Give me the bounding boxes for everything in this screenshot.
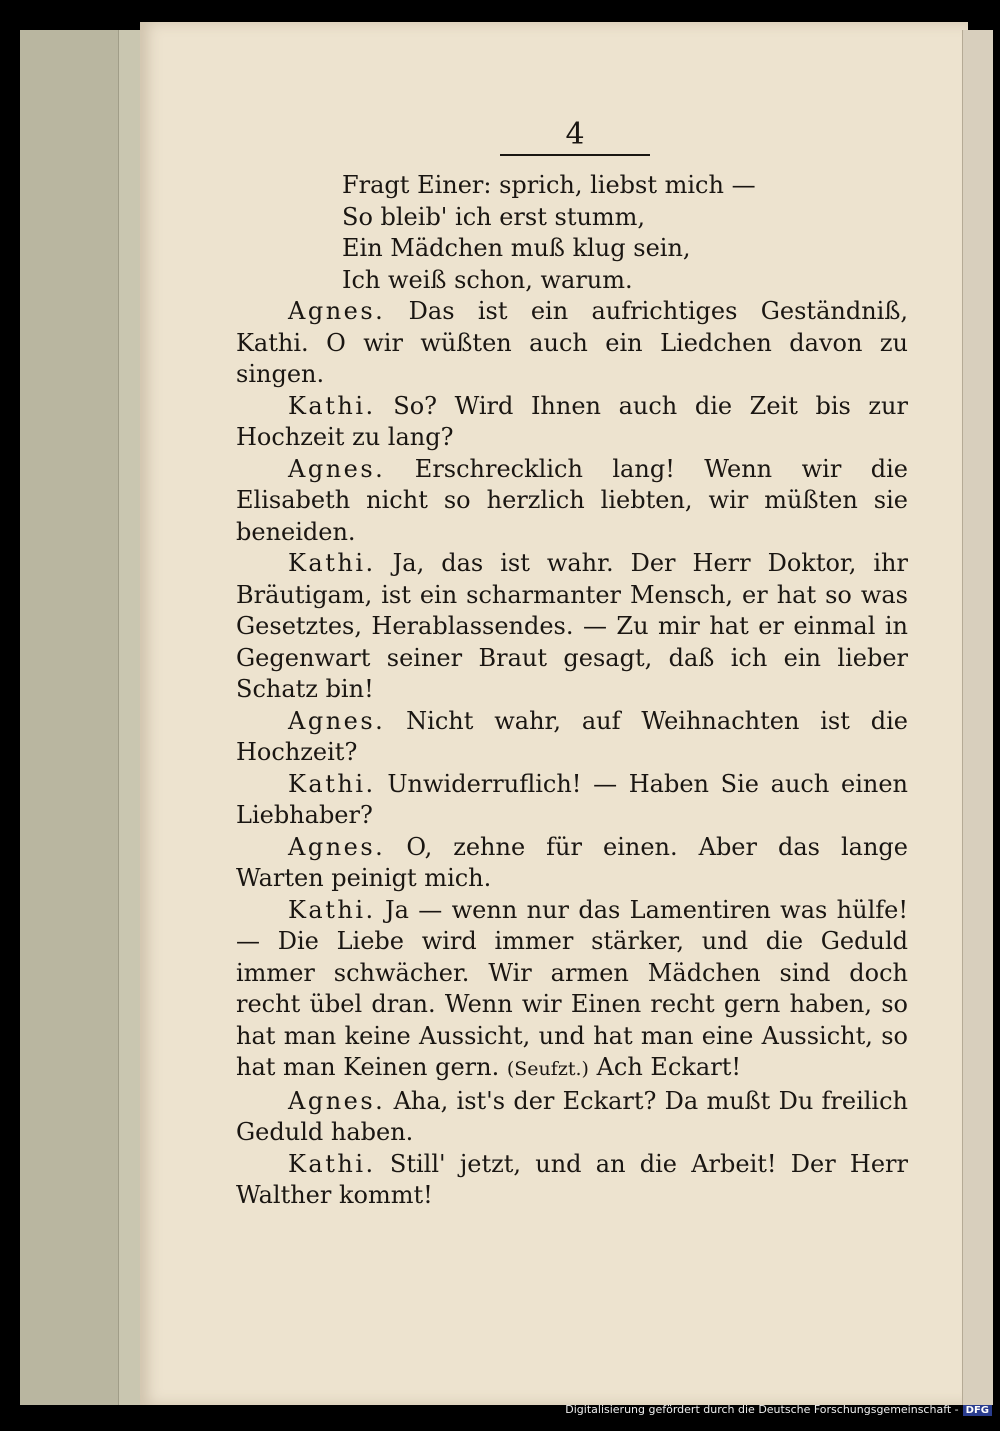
speech [236,548,908,706]
speech-text: Erschrecklich lang! Wenn wir die Elisabeth nicht so herzlich liebten, wir müßten sie beneiden. [236,454,909,546]
speech [236,895,908,1086]
speech [236,706,908,769]
speech-text: Ach Eckart! [596,1053,741,1081]
speech-text: So? Wird Ihnen auch die Zeit bis zur Hochzeit zu lang? [236,391,908,451]
speaker-name: Agnes. [288,1086,386,1115]
speech [236,1086,908,1149]
speaker-name: Agnes. [288,832,386,861]
verse-block [342,170,908,296]
speaker-name: Kathi. [288,1149,376,1178]
footer-text: Digitalisierung gefördert durch die Deutsche Forschungsgemeinschaft - [565,1403,959,1416]
verse-line: Ein Mädchen muß klug sein, [342,234,691,262]
verse-line: Fragt Einer: sprich, liebst mich — [342,171,756,199]
cover-board-edge [118,30,141,1405]
speaker-name: Kathi. [288,895,376,924]
speaker-name: Agnes. [288,454,386,483]
speaker-name: Agnes. [288,706,386,735]
speech [236,832,908,895]
speaker-name: Agnes. [288,297,386,325]
speech-text: Ja — wenn nur das Lamentiren was hülfe! — Die Liebe wird immer stärker, und die Geduld immer schwächer. Wir armen Mädchen sind doch recht übel dran. Wenn wir Einen recht gern haben, so hat man keine Aussicht, und hat man eine Aussicht, so hat man Keinen gern. [236,895,908,1081]
speech-text: Aha, ist's der Eckart? Da mußt Du freilich Geduld haben. [236,1086,908,1146]
speech-text: Unwiderruflich! — Haben Sie auch einen Liebhaber? [236,769,908,829]
speech-text: Nicht wahr, auf Weihnachten ist die Hochzeit? [236,706,908,766]
verse-line: So bleib' ich erst stumm, [342,202,646,231]
speech [236,769,908,832]
digitization-footer [0,1403,1000,1423]
speech [236,1149,908,1212]
speaker-name: Kathi. [288,769,376,798]
next-page-edge [962,30,993,1405]
page-text [236,170,908,1212]
dfg-logo: DFG [963,1405,992,1416]
stage-direction: (Seufzt.) [506,1058,589,1080]
speech-text: Ja, das ist wahr. Der Herr Doktor, ihr Bräutigam, ist ein scharmanter Mensch, er hat so was Gesetztes, Herablassendes. — Zu mir hat er einmal in Gegenwart seiner Braut gesagt, daß ich ein lieber Schatz bin! [236,549,908,703]
page-number-rule [500,154,650,156]
speech-text: Still' jetzt, und an die Arbeit! Der Herr Walther kommt! [236,1149,908,1209]
speaker-name: Kathi. [288,549,376,577]
verse-line: Ich weiß schon, warum. [342,265,633,294]
page-number: 4 [565,117,585,152]
speech-text: O, zehne für einen. Aber das lange Warten peinigt mich. [236,832,908,892]
speech-text: Das ist ein aufrichtiges Geständniß, Kathi. O wir wüßten auch ein Liedchen davon zu singen. [236,297,908,388]
speech [236,391,908,454]
speaker-name: Kathi. [288,391,376,420]
speech [236,296,908,391]
speech [236,454,908,549]
